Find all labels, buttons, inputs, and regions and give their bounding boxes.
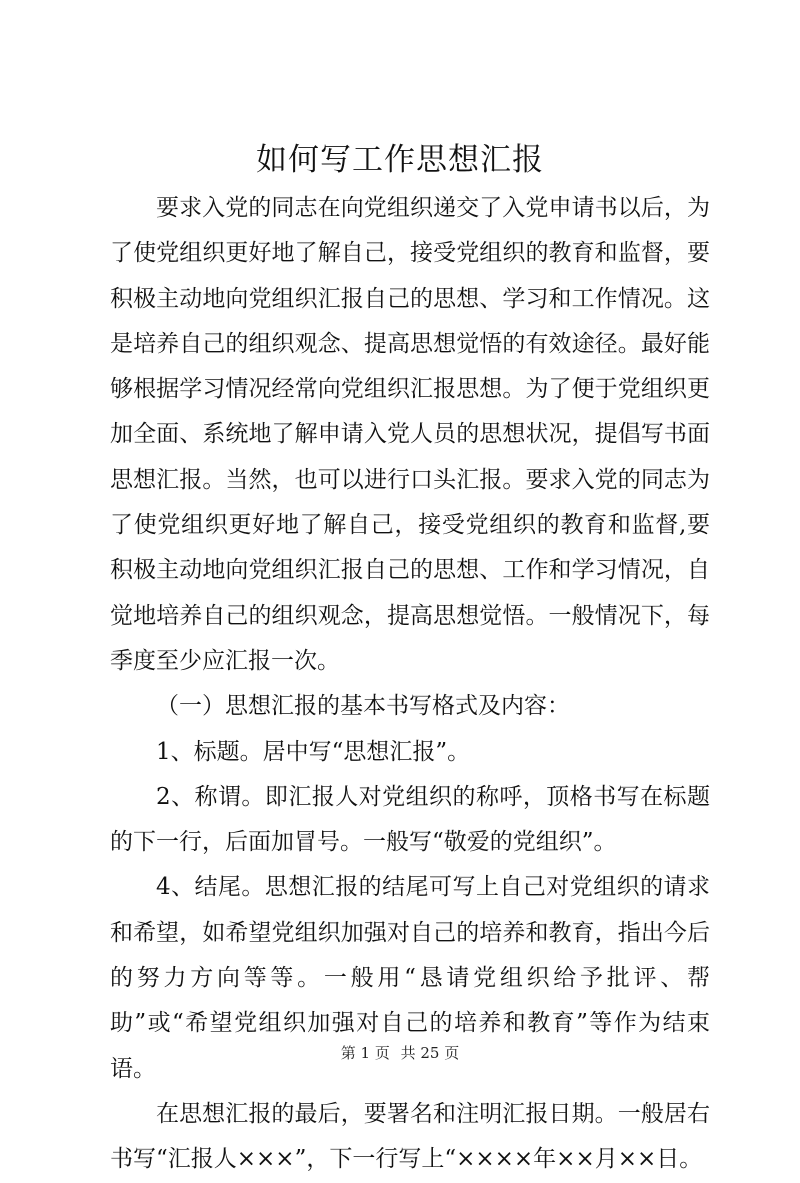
document-title: 如何写工作思想汇报 (256, 142, 544, 178)
paragraph-item-salutation: 2、称谓。即汇报人对党组织的称呼，顶格书写在标题的下一行，后面加冒号。一般写“敬爱的党组织”。 (110, 783, 710, 856)
paragraph-intro: 要求入党的同志在向党组织递交了入党申请书以后，为了使党组织更好地了解自己，接受党组织的教育和监督，要积极主动地向党组织汇报自己的思想、学习和工作情况。这是培养自己的组织观念、提高思想觉悟的有效途径。最好能够根据学习情况经常向党组织汇报思想。为了便于党组织更加全面、系统地了解申请入党人员的思想状况，提倡写书面思想汇报。当然，也可以进行口头汇报。要求入党的同志为了使党组织更好地了解自己，接受党组织的教育和监督,要积极主动地向党组织汇报自己的思想、工作和学习情况，自觉地培养自己的组织观念，提高思想觉悟。一般情况下，每季度至少应汇报一次。 (110, 195, 710, 674)
document-body (110, 186, 710, 1183)
page-number: 第 1 页 (340, 1044, 390, 1062)
paragraph-section-heading: （一）思想汇报的基本书写格式及内容： (156, 693, 570, 720)
paragraph-item-ending: 4、结尾。思想汇报的结尾可写上自己对党组织的请求和希望，如希望党组织加强对自己的培养和教育，指出今后的努力方向等等。一般用“恳请党组织给予批评、帮助”或“希望党组织加强对自己的培养和教育”等作为结束语。 (110, 874, 710, 1082)
paragraph-signature: 在思想汇报的最后，要署名和注明汇报日期。一般居右书写“汇报人×××”，下一行写上“××××年××月××日。 (110, 1100, 710, 1173)
paragraph-item-title: 1、标题。居中写“思想汇报”。 (156, 738, 471, 765)
page-footer (0, 1043, 800, 1063)
page-total: 共 25 页 (400, 1044, 460, 1062)
